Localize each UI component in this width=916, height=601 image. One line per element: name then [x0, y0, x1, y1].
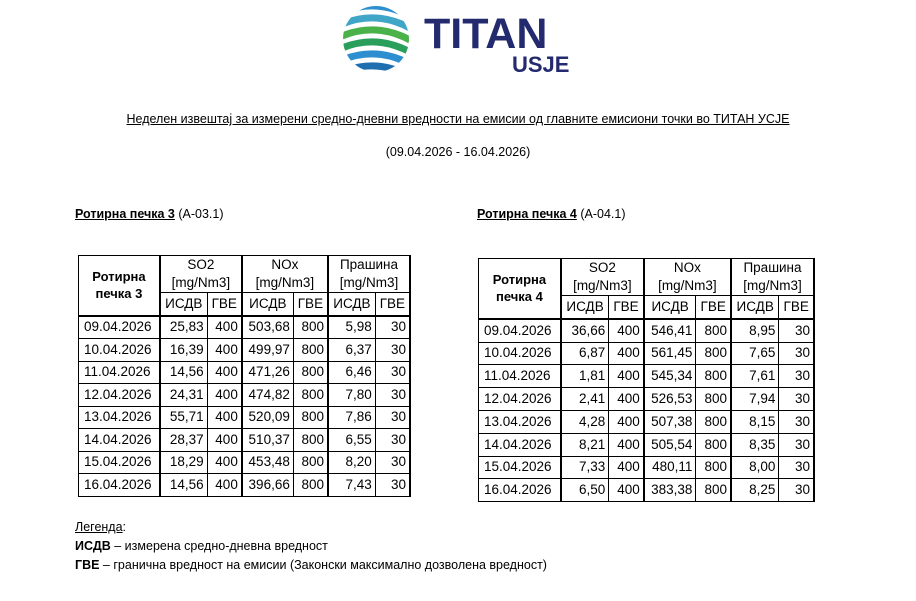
table-cell: 8,95: [731, 319, 779, 342]
table-cell: 561,45: [644, 342, 696, 365]
table-cell: 14.04.2026: [79, 429, 160, 452]
table-cell: 520,09: [242, 406, 294, 429]
table-cell: 30: [375, 361, 410, 384]
table-row: [479, 479, 815, 502]
table-cell: 7,61: [731, 365, 779, 388]
table-cell: 503,68: [242, 316, 294, 339]
table-cell: 10.04.2026: [479, 342, 561, 365]
table-row: [479, 388, 815, 411]
table-cell: 8,20: [328, 451, 375, 474]
svg-text:TITAN: TITAN: [424, 10, 548, 58]
table-cell: 15.04.2026: [479, 456, 561, 479]
titan-usje-logo: [342, 2, 592, 76]
column-subheader: ИСДВ: [731, 296, 779, 319]
table-cell: 545,34: [644, 365, 696, 388]
table-cell: 396,66: [242, 474, 294, 497]
column-group-header: Прашина [mg/Nm3]: [731, 259, 814, 296]
table-cell: 30: [375, 384, 410, 407]
table-cell: 30: [375, 474, 410, 497]
table-cell: 16,39: [160, 339, 207, 362]
table-cell: 13.04.2026: [79, 406, 160, 429]
table-cell: 12.04.2026: [79, 384, 160, 407]
column-group-header: NOx [mg/Nm3]: [242, 256, 328, 293]
table-cell: 09.04.2026: [79, 316, 160, 339]
column-group-header: SO2 [mg/Nm3]: [160, 256, 242, 293]
table-cell: 55,71: [160, 406, 207, 429]
table-cell: 1,81: [561, 365, 609, 388]
table-cell: 400: [609, 456, 644, 479]
table-cell: 383,38: [644, 479, 696, 502]
table-row: [79, 339, 411, 362]
table-cell: 7,80: [328, 384, 375, 407]
table-cell: 546,41: [644, 319, 696, 342]
table-row: [479, 342, 815, 365]
table-cell: 8,35: [731, 433, 779, 456]
table-cell: 800: [696, 388, 731, 411]
column-subheader: ИСДВ: [328, 293, 375, 316]
column-subheader: ИСДВ: [561, 296, 609, 319]
table-cell: 25,83: [160, 316, 207, 339]
table-row: [79, 384, 411, 407]
table-cell: 400: [207, 429, 242, 452]
table-cell: 12.04.2026: [479, 388, 561, 411]
table-cell: 800: [696, 433, 731, 456]
table-cell: 10.04.2026: [79, 339, 160, 362]
table-cell: 7,43: [328, 474, 375, 497]
table-cell: 30: [779, 410, 814, 433]
table-cell: 6,46: [328, 361, 375, 384]
table-cell: 800: [696, 479, 731, 502]
table-cell: 8,25: [731, 479, 779, 502]
table-cell: 400: [609, 479, 644, 502]
table-cell: 800: [696, 342, 731, 365]
table-cell: 7,33: [561, 456, 609, 479]
table-cell: 11.04.2026: [479, 365, 561, 388]
table-cell: 14,56: [160, 474, 207, 497]
column-subheader: ГВЕ: [696, 296, 731, 319]
table-cell: 7,65: [731, 342, 779, 365]
table-cell: 30: [779, 479, 814, 502]
table-cell: 400: [609, 319, 644, 342]
table-cell: 30: [779, 365, 814, 388]
table-cell: 8,15: [731, 410, 779, 433]
table-cell: 800: [696, 319, 731, 342]
table-cell: 4,28: [561, 410, 609, 433]
kiln-3-heading: Ротирна печка 3 (A-03.1): [75, 207, 224, 221]
table-cell: 400: [609, 388, 644, 411]
table-row: [479, 456, 815, 479]
table-row: [479, 365, 815, 388]
table-cell: 800: [293, 451, 328, 474]
table-cell: 11.04.2026: [79, 361, 160, 384]
table-cell: 30: [779, 456, 814, 479]
table-cell: 800: [696, 365, 731, 388]
table-row: [79, 429, 411, 452]
table-cell: 6,87: [561, 342, 609, 365]
table-cell: 800: [293, 384, 328, 407]
table-cell: 800: [696, 410, 731, 433]
table-cell: 30: [779, 388, 814, 411]
table-cell: 5,98: [328, 316, 375, 339]
kiln-4-emissions-table: [478, 258, 815, 502]
table-cell: 8,00: [731, 456, 779, 479]
table-cell: 800: [293, 339, 328, 362]
table-cell: 16.04.2026: [79, 474, 160, 497]
table-cell: 400: [207, 384, 242, 407]
legend: [75, 518, 547, 575]
table-cell: 30: [375, 406, 410, 429]
table-row: [479, 319, 815, 342]
table-cell: 800: [293, 474, 328, 497]
table-cell: 800: [293, 316, 328, 339]
legend-item: ИСДВ – измерена средно-дневна вредност: [75, 539, 328, 553]
table-cell: 30: [375, 339, 410, 362]
kiln-4-heading: Ротирна печка 4 (A-04.1): [477, 207, 626, 221]
column-subheader: ИСДВ: [242, 293, 294, 316]
table-cell: 499,97: [242, 339, 294, 362]
table-cell: 400: [609, 410, 644, 433]
table-cell: 526,53: [644, 388, 696, 411]
report-title: Неделен извештај за измерени средно-дневни вредности на емисии од главните емисиони точки во ТИТАН УСЈЕ: [126, 112, 790, 126]
svg-text:USJE: USJE: [512, 52, 570, 76]
table-cell: 400: [207, 361, 242, 384]
column-subheader: ГВЕ: [779, 296, 814, 319]
table-cell: 16.04.2026: [479, 479, 561, 502]
table-cell: 30: [779, 433, 814, 456]
table-cell: 800: [293, 406, 328, 429]
table-cell: 471,26: [242, 361, 294, 384]
table-cell: 30: [375, 429, 410, 452]
table-cell: 30: [779, 342, 814, 365]
table-cell: 510,37: [242, 429, 294, 452]
table-cell: 800: [696, 456, 731, 479]
table-row: [479, 410, 815, 433]
table-cell: 36,66: [561, 319, 609, 342]
table-cell: 8,21: [561, 433, 609, 456]
table-cell: 14.04.2026: [479, 433, 561, 456]
table-cell: 400: [207, 474, 242, 497]
table-cell: 7,94: [731, 388, 779, 411]
table-row: [79, 316, 411, 339]
table-cell: 800: [293, 361, 328, 384]
table-cell: 13.04.2026: [479, 410, 561, 433]
column-subheader: ГВЕ: [293, 293, 328, 316]
kiln-3-emissions-table: [78, 255, 411, 497]
titan-globe-logo-icon: [342, 2, 592, 76]
column-group-header: Прашина [mg/Nm3]: [328, 256, 410, 293]
table-row: [479, 433, 815, 456]
table-row: [79, 474, 411, 497]
table-cell: 2,41: [561, 388, 609, 411]
table-row: [79, 451, 411, 474]
table-cell: 453,48: [242, 451, 294, 474]
column-subheader: ГВЕ: [375, 293, 410, 316]
legend-item: ГВЕ – гранична вредност на емисии (Законски максимално дозволена вредност): [75, 558, 547, 572]
column-subheader: ИСДВ: [160, 293, 207, 316]
table-row: [79, 361, 411, 384]
report-period: (09.04.2026 - 16.04.2026): [385, 145, 531, 159]
table-row-header: Ротирна печка 3: [79, 256, 160, 316]
legend-title: Легенда:: [75, 520, 127, 534]
table-cell: 400: [609, 433, 644, 456]
table-row-header: Ротирна печка 4: [479, 259, 561, 319]
table-cell: 800: [293, 429, 328, 452]
table-cell: 24,31: [160, 384, 207, 407]
table-cell: 30: [375, 451, 410, 474]
table-cell: 505,54: [644, 433, 696, 456]
table-cell: 14,56: [160, 361, 207, 384]
column-subheader: ГВЕ: [609, 296, 644, 319]
table-cell: 400: [207, 316, 242, 339]
table-cell: 7,86: [328, 406, 375, 429]
table-cell: 6,50: [561, 479, 609, 502]
table-cell: 28,37: [160, 429, 207, 452]
table-cell: 6,55: [328, 429, 375, 452]
column-group-header: NOx [mg/Nm3]: [644, 259, 731, 296]
table-row: [79, 406, 411, 429]
table-cell: 18,29: [160, 451, 207, 474]
table-cell: 480,11: [644, 456, 696, 479]
table-cell: 15.04.2026: [79, 451, 160, 474]
table-cell: 474,82: [242, 384, 294, 407]
table-cell: 09.04.2026: [479, 319, 561, 342]
table-cell: 400: [207, 451, 242, 474]
table-cell: 6,37: [328, 339, 375, 362]
table-cell: 507,38: [644, 410, 696, 433]
table-cell: 400: [609, 342, 644, 365]
table-cell: 30: [779, 319, 814, 342]
column-subheader: ИСДВ: [644, 296, 696, 319]
table-cell: 400: [609, 365, 644, 388]
column-group-header: SO2 [mg/Nm3]: [561, 259, 644, 296]
table-cell: 400: [207, 406, 242, 429]
table-cell: 400: [207, 339, 242, 362]
table-cell: 30: [375, 316, 410, 339]
column-subheader: ГВЕ: [207, 293, 242, 316]
